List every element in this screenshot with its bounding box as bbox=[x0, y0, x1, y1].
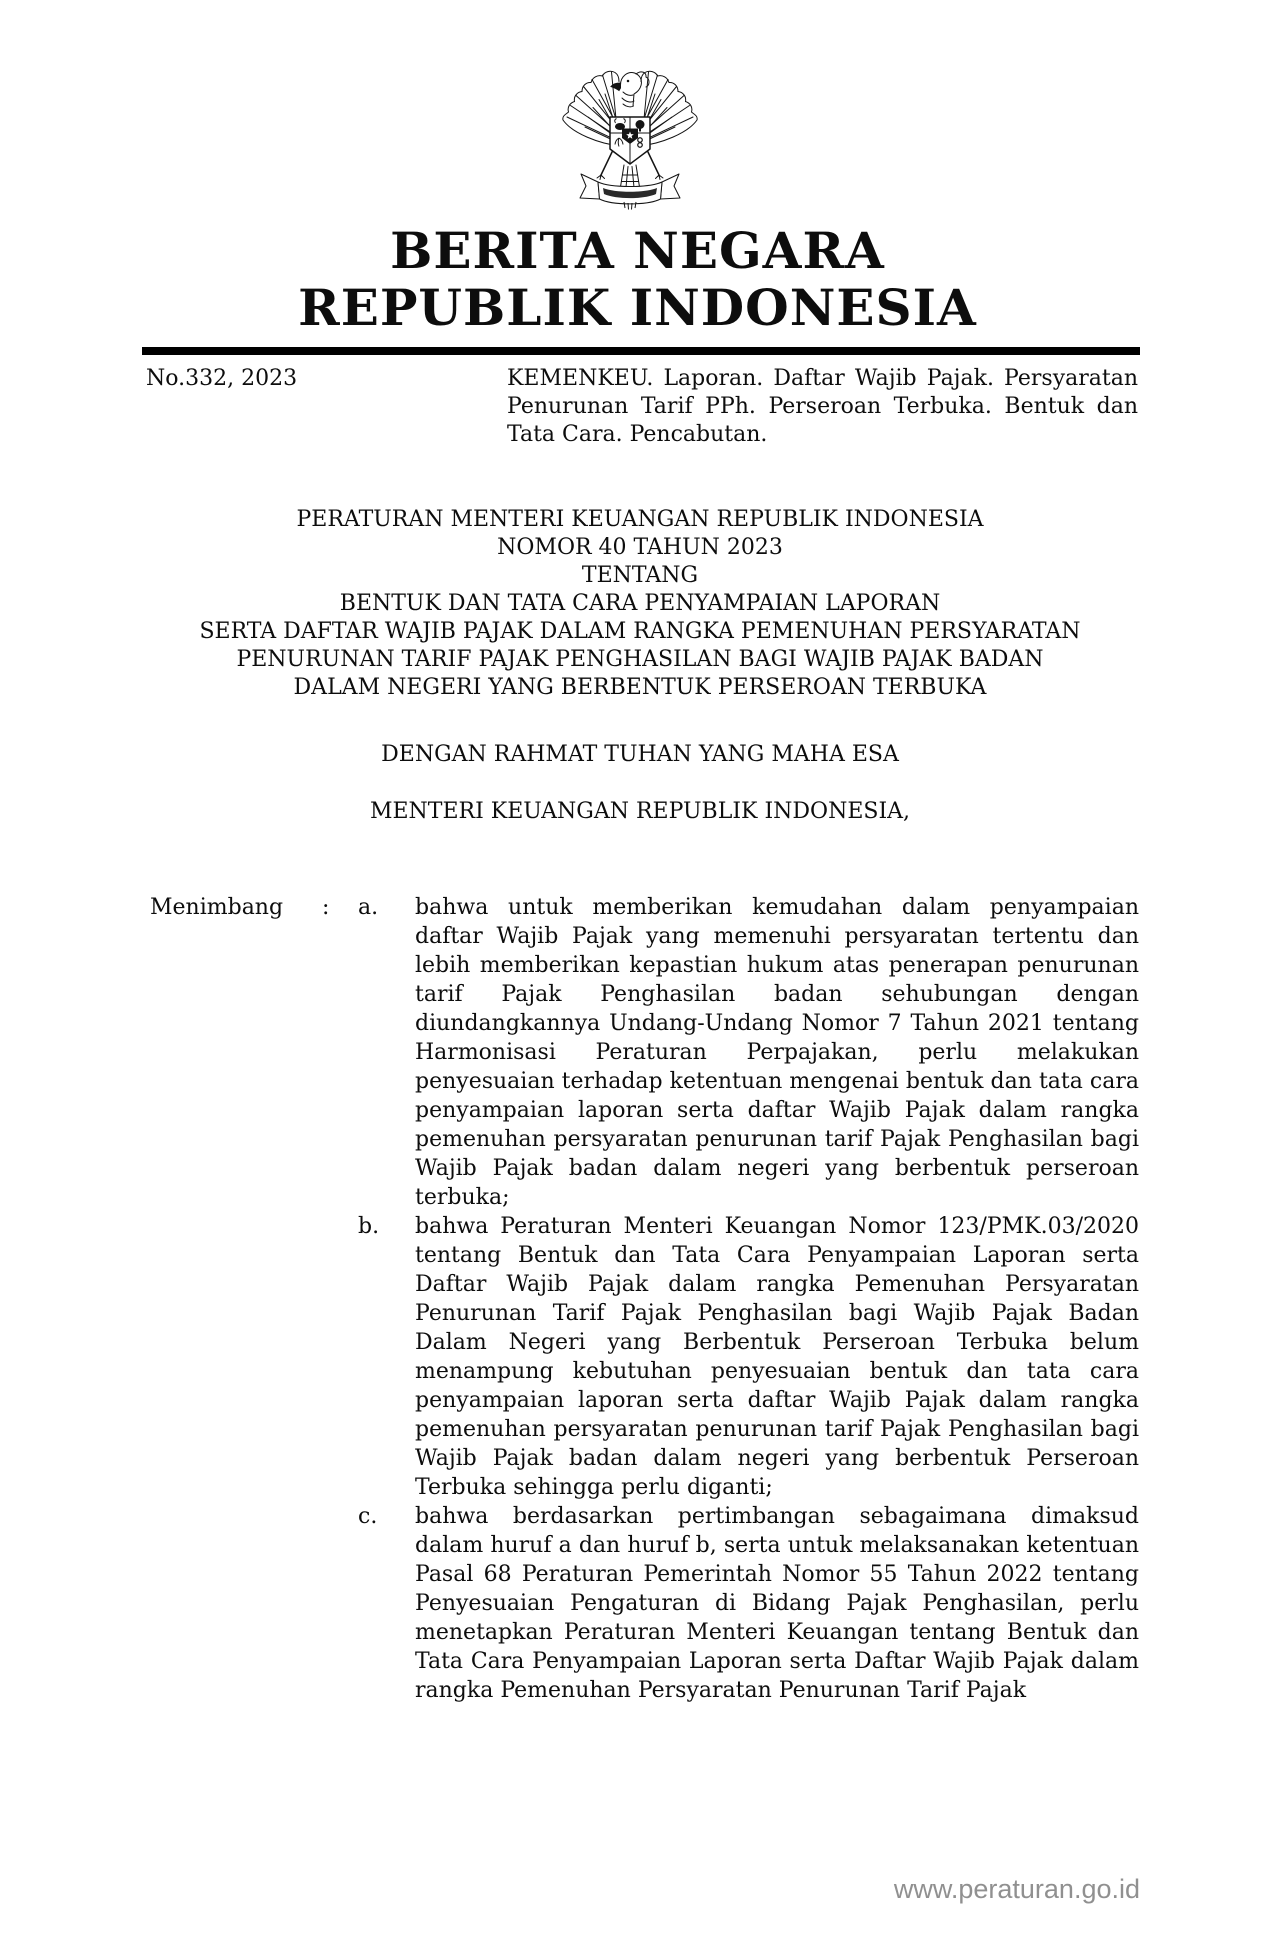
garuda-head bbox=[611, 72, 649, 107]
gazette-masthead bbox=[0, 222, 1275, 336]
watermark-url: www.peraturan.go.id bbox=[893, 1874, 1140, 1904]
regulation-subject-line: BENTUK DAN TATA CARA PENYAMPAIAN LAPORAN bbox=[339, 591, 941, 616]
gazette-info-row bbox=[146, 365, 1138, 449]
motto-ribbon bbox=[580, 174, 680, 210]
gazette-number: No.332, 2023 bbox=[146, 366, 298, 391]
consideration-item bbox=[358, 1502, 1139, 1705]
regulation-title-line: PERATURAN MENTERI KEUANGAN REPUBLIK INDONESIA bbox=[296, 507, 984, 532]
item-letter: a. bbox=[358, 895, 379, 920]
considerations-list bbox=[358, 893, 1139, 1705]
consideration-item bbox=[358, 1212, 1139, 1502]
regulation-about-line: TENTANG bbox=[581, 563, 699, 588]
subject-abstract: KEMENKEU. Laporan. Daftar Wajib Pajak. Persyaratan Penurunan Tarif PPh. Perseroan Terbuka. Bentuk dan Tata Cara. Pencabutan. bbox=[507, 366, 1138, 447]
considerations-colon: : bbox=[322, 895, 330, 920]
gazette-title-line1: BERITA NEGARA bbox=[390, 221, 885, 280]
regulation-number-line: NOMOR 40 TAHUN 2023 bbox=[497, 535, 783, 560]
pancasila-shield bbox=[610, 117, 650, 164]
item-letter: b. bbox=[358, 1214, 380, 1239]
garuda-pancasila-emblem bbox=[555, 56, 705, 218]
header-divider bbox=[142, 347, 1140, 355]
considerations-section bbox=[150, 893, 1139, 1705]
gazette-title-line2: REPUBLIK INDONESIA bbox=[298, 278, 977, 337]
item-text: bahwa Peraturan Menteri Keuangan Nomor 123/PMK.03/2020 tentang Bentuk dan Tata Cara Penyampaian Laporan serta Daftar Wajib Pajak dalam rangka Pemenuhan Persyaratan Penurunan Tarif Pajak Penghasilan bagi Wajib Pajak Badan Dalam Negeri yang Berbentuk Perseroan Terbuka belum menampung kebutuhan penyesuaian bentuk dan tata cara penyampaian laporan serta daftar Wajib Pajak dalam rangka pemenuhan persyaratan penurunan tarif Pajak Penghasilan bagi Wajib Pajak badan dalam negeri yang berbentuk Perseroan Terbuka sehingga perlu diganti; bbox=[415, 1214, 1139, 1500]
item-text: bahwa berdasarkan pertimbangan sebagaimana dimaksud dalam huruf a dan huruf b, serta untuk melaksanakan ketentuan Pasal 68 Peraturan Pemerintah Nomor 55 Tahun 2022 tentang Penyesuaian Pengaturan di Bidang Pajak Penghasilan, perlu menetapkan Peraturan Menteri Keuangan tentang Bentuk dan Tata Cara Penyampaian Laporan serta Daftar Wajib Pajak dalam rangka Pemenuhan Persyaratan Penurunan Tarif Pajak bbox=[415, 1504, 1139, 1703]
invocation-line: DENGAN RAHMAT TUHAN YANG MAHA ESA bbox=[381, 742, 899, 767]
considerations-label: Menimbang bbox=[150, 895, 284, 920]
item-letter: c. bbox=[358, 1504, 378, 1529]
regulation-subject-line: PENURUNAN TARIF PAJAK PENGHASILAN BAGI WAJIB PAJAK BADAN bbox=[236, 647, 1044, 672]
regulation-subject-line: DALAM NEGERI YANG BERBENTUK PERSEROAN TERBUKA bbox=[293, 675, 987, 700]
authority-line: MENTERI KEUANGAN REPUBLIK INDONESIA, bbox=[369, 799, 911, 824]
regulation-title-block bbox=[140, 506, 1140, 702]
item-text: bahwa untuk memberikan kemudahan dalam penyampaian daftar Wajib Pajak yang memenuhi persyaratan tertentu dan lebih memberikan kepastian hukum atas penerapan penurunan tarif Pajak Penghasilan badan sehubungan dengan diundangkannya Undang-Undang Nomor 7 Tahun 2021 tentang Harmonisasi Peraturan Perpajakan, perlu melakukan penyesuaian terhadap ketentuan mengenai bentuk dan tata cara penyampaian laporan serta daftar Wajib Pajak dalam rangka pemenuhan persyaratan penurunan tarif Pajak Penghasilan bagi Wajib Pajak badan dalam negeri yang berbentuk perseroan terbuka; bbox=[415, 895, 1139, 1210]
regulation-subject-line: SERTA DAFTAR WAJIB PAJAK DALAM RANGKA PEMENUHAN PERSYARATAN bbox=[199, 619, 1081, 644]
consideration-item bbox=[358, 893, 1139, 1212]
